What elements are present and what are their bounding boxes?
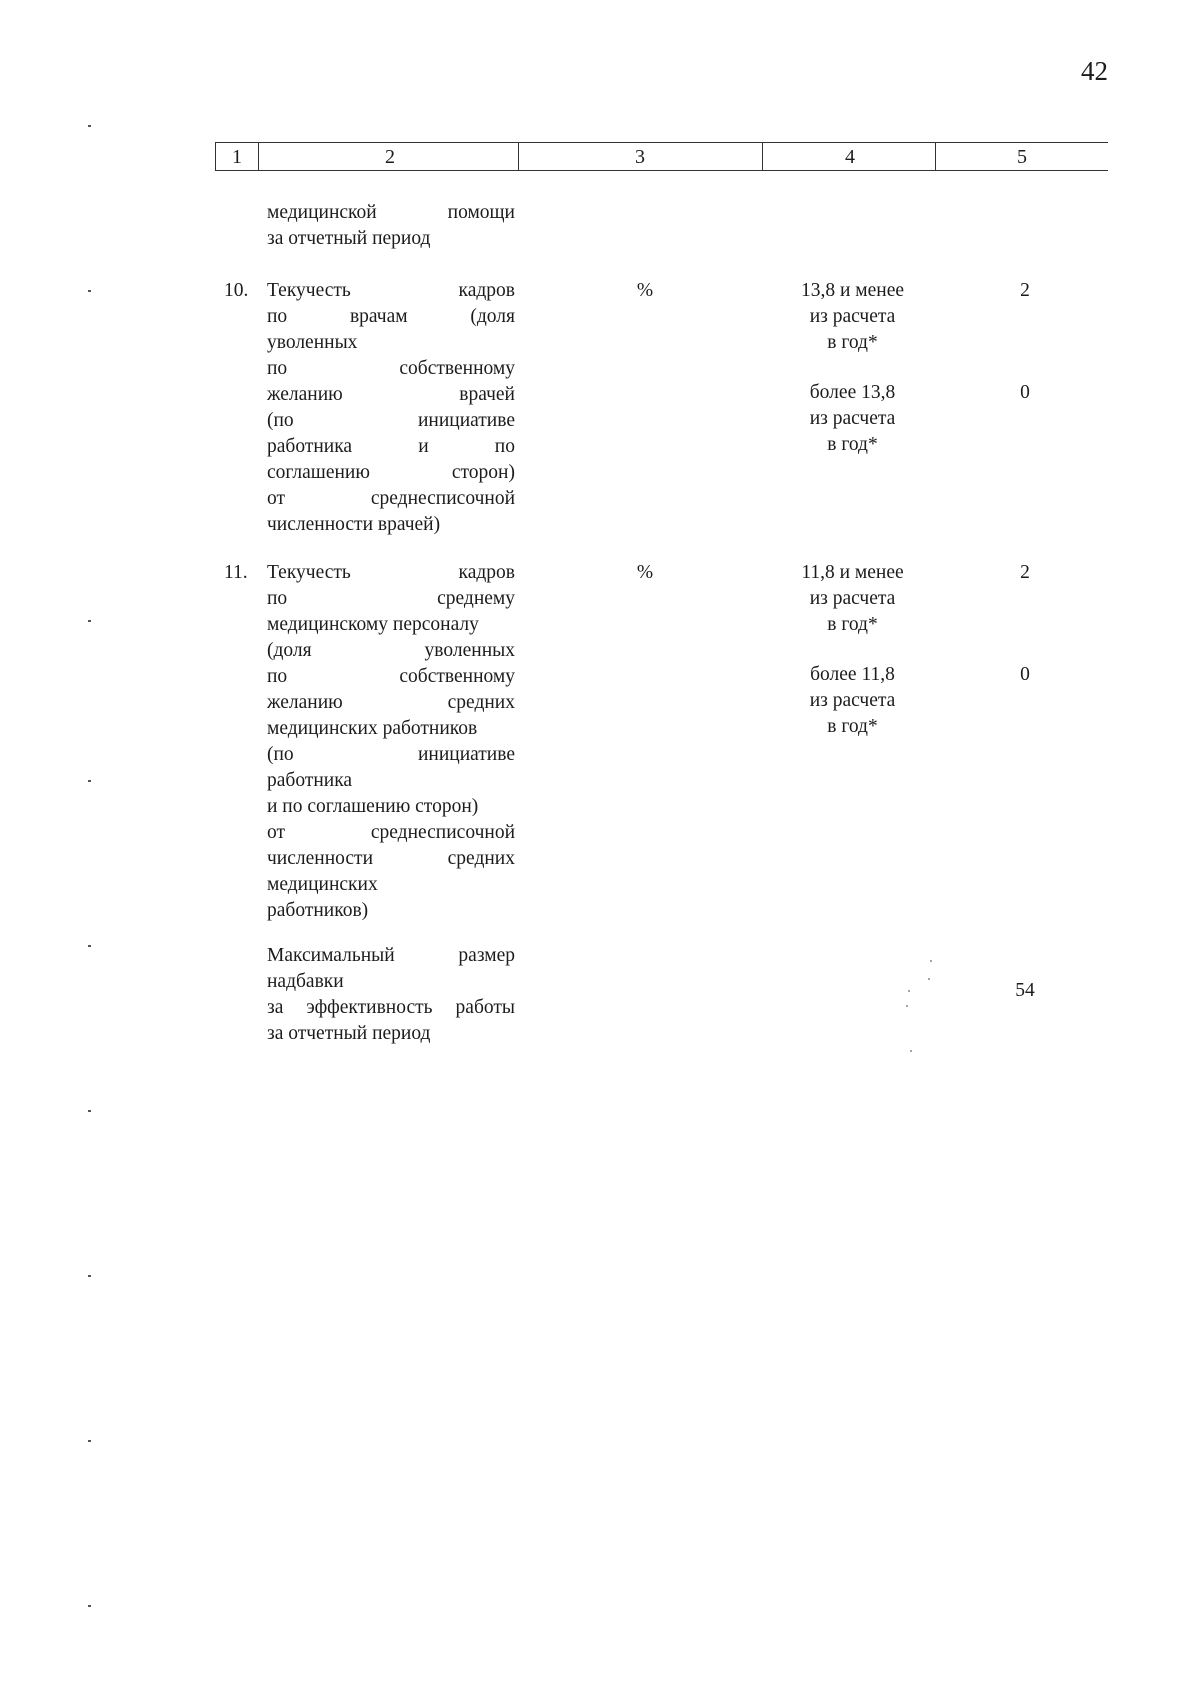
- score: [1000, 380, 1050, 406]
- table-header-top-rule: [215, 142, 1108, 143]
- scan-speck: [908, 990, 910, 992]
- text-line: уволенных: [267, 332, 358, 353]
- text-line: от среднесписочной: [267, 822, 515, 843]
- summary-description: [267, 943, 515, 1047]
- text-line: по среднему: [267, 588, 515, 609]
- text-line: (по инициативе: [267, 744, 515, 765]
- text-line: желанию средних: [267, 692, 515, 713]
- row-number: [224, 278, 264, 304]
- text-line: Текучесть кадров: [267, 562, 515, 583]
- row-number: [224, 560, 264, 586]
- scan-mark: [88, 125, 91, 127]
- row-description: [267, 560, 515, 924]
- text-line: и по соглашению сторон): [267, 796, 479, 817]
- criterion: [770, 662, 935, 740]
- score-text: 54: [1015, 980, 1035, 1001]
- summary-score: [1000, 978, 1050, 1004]
- criterion: [770, 380, 935, 458]
- criterion: [770, 278, 935, 356]
- column-separator: [935, 143, 936, 171]
- scan-mark: [88, 620, 91, 622]
- criterion-line: в год*: [827, 332, 878, 353]
- text-line: соглашению сторон): [267, 462, 515, 483]
- criterion-line: 13,8 и менее: [800, 280, 905, 301]
- criterion-line: из расчета: [809, 690, 896, 711]
- column-number-4: 4: [845, 146, 855, 168]
- text-line: по собственному: [267, 358, 515, 379]
- text-line: за отчетный период: [267, 228, 431, 249]
- criterion-line: более 13,8: [809, 382, 896, 403]
- criterion-line: в год*: [827, 434, 878, 455]
- text-line: медицинской помощи: [267, 202, 515, 223]
- scan-speck: [906, 1005, 908, 1007]
- score-text: 0: [1020, 382, 1030, 403]
- continuation-text: [267, 200, 515, 252]
- criterion-line: из расчета: [809, 588, 896, 609]
- text-line: Максимальный размер: [267, 945, 515, 966]
- text-line: численности врачей): [267, 514, 441, 535]
- criterion-line: в год*: [827, 614, 878, 635]
- text-line: (доля уволенных: [267, 640, 515, 661]
- score: [1000, 278, 1050, 304]
- row-unit: [620, 560, 670, 586]
- text-line: численности средних: [267, 848, 515, 869]
- text-line: медицинскому персоналу: [267, 614, 479, 635]
- column-separator: [518, 143, 519, 171]
- text-line: работников): [267, 900, 369, 921]
- score-text: 2: [1020, 280, 1030, 301]
- unit-text: %: [636, 280, 654, 301]
- text-line: за отчетный период: [267, 1023, 431, 1044]
- criterion-line: из расчета: [809, 306, 896, 327]
- scan-speck: [930, 960, 932, 962]
- page-number: 42: [1081, 56, 1108, 86]
- score-text: 0: [1020, 664, 1030, 685]
- column-separator: [762, 143, 763, 171]
- scan-mark: [88, 290, 91, 292]
- criterion: [770, 560, 935, 638]
- text-line: за эффективность работы: [267, 997, 515, 1018]
- scan-speck: [928, 978, 930, 980]
- scan-mark: [88, 1110, 91, 1112]
- row-number-text: 10.: [224, 280, 249, 301]
- scan-mark: [88, 1605, 91, 1607]
- text-line: по врачам (доля: [267, 306, 515, 327]
- column-number-5: 5: [1017, 146, 1027, 168]
- text-line: от среднесписочной: [267, 488, 515, 509]
- criterion-line: 11,8 и менее: [801, 562, 904, 583]
- score: [1000, 560, 1050, 586]
- text-line: медицинских: [267, 874, 378, 895]
- text-line: (по инициативе: [267, 410, 515, 431]
- column-number-1: 1: [232, 146, 242, 168]
- score-text: 2: [1020, 562, 1030, 583]
- criterion-line: более 11,8: [810, 664, 895, 685]
- score: [1000, 662, 1050, 688]
- text-line: медицинских работников: [267, 718, 478, 739]
- criterion-line: из расчета: [809, 408, 896, 429]
- criterion-line: в год*: [827, 716, 878, 737]
- scan-mark: [88, 945, 91, 947]
- column-separator: [258, 143, 259, 171]
- text-line: работника: [267, 770, 353, 791]
- unit-text: %: [636, 562, 654, 583]
- scan-mark: [88, 1440, 91, 1442]
- text-line: работника и по: [267, 436, 515, 457]
- text-line: по собственному: [267, 666, 515, 687]
- text-line: желанию врачей: [267, 384, 515, 405]
- scan-mark: [88, 780, 91, 782]
- row-number-text: 11.: [224, 562, 248, 583]
- row-unit: [620, 278, 670, 304]
- column-number-3: 3: [635, 146, 645, 168]
- table-header-bottom-rule: [215, 170, 1108, 171]
- text-line: Текучесть кадров: [267, 280, 515, 301]
- column-number-2: 2: [385, 146, 395, 168]
- row-description: [267, 278, 515, 538]
- column-separator: [215, 143, 216, 171]
- scan-mark: [88, 1275, 91, 1277]
- text-line: надбавки: [267, 971, 344, 992]
- scan-speck: [910, 1050, 912, 1052]
